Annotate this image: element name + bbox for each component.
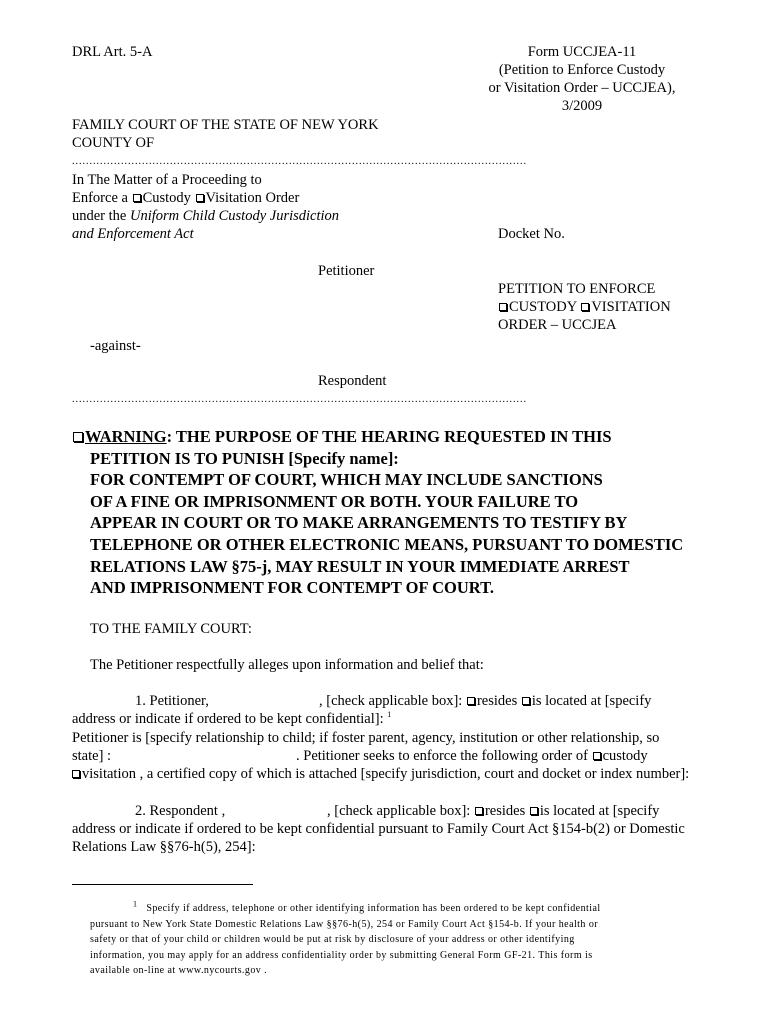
custody-checkbox[interactable]: [133, 194, 141, 202]
petitioner-resides-checkbox[interactable]: [467, 697, 475, 705]
respondent-resides-checkbox[interactable]: [475, 807, 483, 815]
item-1-line-4: state] : . Petitioner seeks to enforce the following order of custody: [72, 748, 648, 764]
form-date: 3/2009: [561, 98, 603, 114]
statute-reference: DRL Art. 5-A: [72, 44, 153, 60]
warning-label: WARNING: [85, 427, 167, 446]
item-2-line-3: Relations Law §§76-h(5), 254]:: [72, 839, 256, 855]
respondent-located-checkbox[interactable]: [530, 807, 538, 815]
visitation-order-checkbox[interactable]: [196, 194, 204, 202]
form-title-line: (Petition to Enforce Custody: [498, 62, 666, 78]
contempt-warning: WARNING: THE PURPOSE OF THE HEARING REQUESTED IN THIS PETITION IS TO PUNISH [Specify name]: FOR CONTEMPT OF COURT, WHICH MAY INCLUDE SANCTIONS OF A FINE OR IMPRISONMENT OR BOTH. YOUR FAILURE TO APPEAR IN COURT OR TO MAKE ARRANGEMENTS TO TESTIFY BY TELEPHONE OR OTHER ELECTRONIC MEANS, PURSUANT TO DOMESTIC RELATIONS LAW §75-j, MAY RESULT IN YOUR IMMEDIATE ARREST AND IMPRISONMENT FOR CONTEMPT OF COURT.: [72, 426, 742, 599]
petitioner-located-checkbox[interactable]: [522, 697, 530, 705]
visitation-order-label: Visitation Order: [205, 190, 300, 206]
act-name: Uniform Child Custody Jurisdiction: [129, 208, 340, 224]
county-fill-line[interactable]: ..................................................................................................................................: [72, 156, 527, 167]
custody-label: Custody: [142, 190, 191, 206]
allegation-intro: The Petitioner respectfully alleges upon information and belief that:: [90, 657, 484, 673]
form-number: Form UCCJEA-11: [527, 44, 637, 60]
against-label: -against-: [90, 338, 141, 354]
salutation: TO THE FAMILY COURT:: [90, 621, 252, 637]
county-label: COUNTY OF: [72, 135, 155, 151]
court-name: FAMILY COURT OF THE STATE OF NEW YORK: [72, 117, 379, 133]
footnote-divider: [72, 884, 253, 885]
matter-act-line: under the Uniform Child Custody Jurisdiction: [72, 208, 340, 224]
petition-title-end: ORDER – UCCJEA: [498, 317, 617, 333]
act-name-continued: and Enforcement Act: [72, 226, 194, 242]
caption-bottom-line: ..................................................................................................................................: [72, 394, 527, 405]
form-title-line: or Visitation Order – UCCJEA),: [488, 80, 676, 96]
form-identifier: [466, 43, 698, 115]
matter-line: In The Matter of a Proceeding to: [72, 172, 262, 188]
item-1-line-2: address or indicate if ordered to be kept confidential]: $^1$: [72, 710, 392, 727]
petitioner-label: Petitioner: [318, 263, 375, 279]
enforce-custody-checkbox[interactable]: [593, 752, 601, 760]
footnote-ref[interactable]: 1: [387, 710, 392, 720]
title-custody-checkbox[interactable]: [499, 303, 507, 311]
title-visitation-checkbox[interactable]: [581, 303, 589, 311]
item-2-line-2: address or indicate if ordered to be kept confidential pursuant to Family Court Act §154-b(2) or Domestic: [72, 821, 685, 837]
footnote: $^1$ Specify if address, telephone or other identifying information has been ordered to be kept confidential pursuant to New York State Domestic Relations Law §§76-h(5), 254 or Family Court Act §154-b. If your health or safety or that of your child or children would be put at risk by disclosure of your address or other identifying information, you may apply for an address confidentiality order by submitting General Form GF-21. This form is available on-line at www.nycourts.gov .: [90, 899, 601, 976]
enforce-visitation-checkbox[interactable]: [72, 770, 80, 778]
footnote-mark: 1: [133, 899, 138, 909]
warning-checkbox[interactable]: [73, 432, 83, 442]
item-1-line-3: Petitioner is [specify relationship to child; if foster parent, agency, institution or other relationship, so: [72, 730, 660, 746]
respondent-label: Respondent: [318, 373, 387, 389]
matter-enforce-line: Enforce a Custody Visitation Order: [72, 190, 300, 206]
docket-label: Docket No.: [498, 226, 565, 242]
petition-type-line: CUSTODY VISITATION: [498, 298, 671, 316]
item-1-line-5: visitation , a certified copy of which is attached [specify jurisdiction, court and docket or index number]:: [72, 765, 712, 783]
petition-title: PETITION TO ENFORCE: [498, 281, 656, 297]
